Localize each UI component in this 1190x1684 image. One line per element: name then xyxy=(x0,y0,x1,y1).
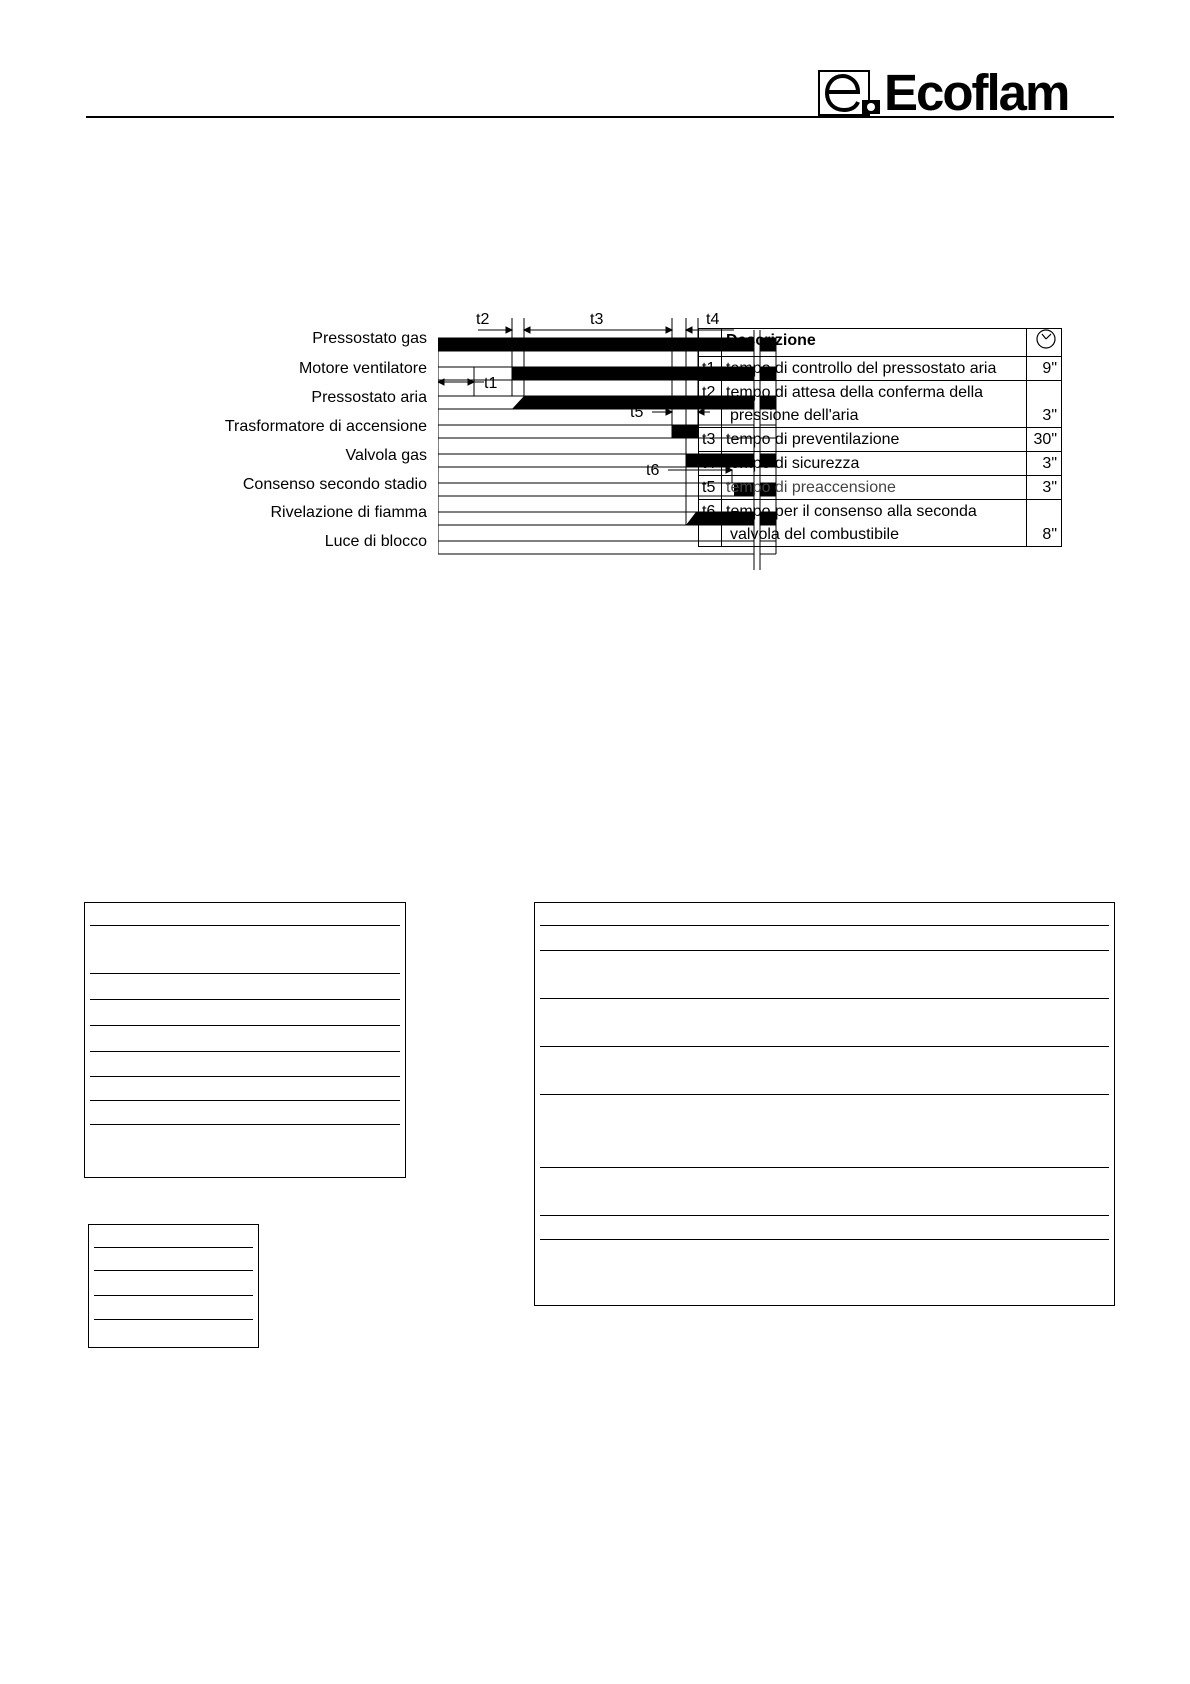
times-row-t3: t3 tempo di preventilazione 30" xyxy=(699,428,1062,452)
bar-trasformatore xyxy=(672,425,698,438)
signal-labels xyxy=(100,308,427,570)
times-row-t1: t1 tempo di controllo del pressostato aria 9" xyxy=(699,357,1062,381)
clock-icon xyxy=(1035,329,1057,349)
signal-label-valvola-gas: Valvola gas xyxy=(345,447,427,464)
label-t1: t1 xyxy=(484,375,498,392)
signal-label-trasformatore: Trasformatore di accensione xyxy=(224,418,427,435)
signal-label-rivelazione: Rivelazione di fiamma xyxy=(270,504,427,521)
timing-diagram xyxy=(100,308,720,570)
signal-label-motore-ventilatore: Motore ventilatore xyxy=(298,360,427,377)
brand-name: Ecoflam xyxy=(884,64,1069,121)
signal-label-consenso: Consenso secondo stadio xyxy=(242,476,427,493)
signal-label-pressostato-aria: Pressostato aria xyxy=(311,389,427,406)
ecoflam-e-icon xyxy=(818,70,882,116)
label-t5: t5 xyxy=(630,404,644,421)
brand-logo xyxy=(818,64,1108,121)
label-t4: t4 xyxy=(706,311,720,328)
times-header-row xyxy=(699,329,1062,357)
ruled-box-small xyxy=(88,1224,259,1348)
header-rule xyxy=(86,116,1114,118)
times-header-title: Descrizione xyxy=(726,332,816,349)
times-row-t5: t5 tempo di preaccensione 3" xyxy=(699,476,1062,500)
times-row-t2: t2 tempo di attesa della conferma della pressione dell'aria 3" xyxy=(699,381,1062,428)
times-row-t6: t6 tempo per il consenso alla seconda valvola del combustibile 8" xyxy=(699,500,1062,547)
times-row-t4: t4 tempo di sicurezza 3" xyxy=(699,452,1062,476)
label-t2: t2 xyxy=(476,311,490,328)
signal-label-pressostato-gas: Pressostato gas xyxy=(312,330,427,347)
label-t6: t6 xyxy=(646,462,660,479)
label-t3: t3 xyxy=(590,311,604,328)
signal-label-luce-blocco: Luce di blocco xyxy=(324,533,427,550)
ruled-box-right xyxy=(534,902,1115,1306)
ruled-box-left xyxy=(84,902,406,1178)
times-table xyxy=(698,328,1062,547)
